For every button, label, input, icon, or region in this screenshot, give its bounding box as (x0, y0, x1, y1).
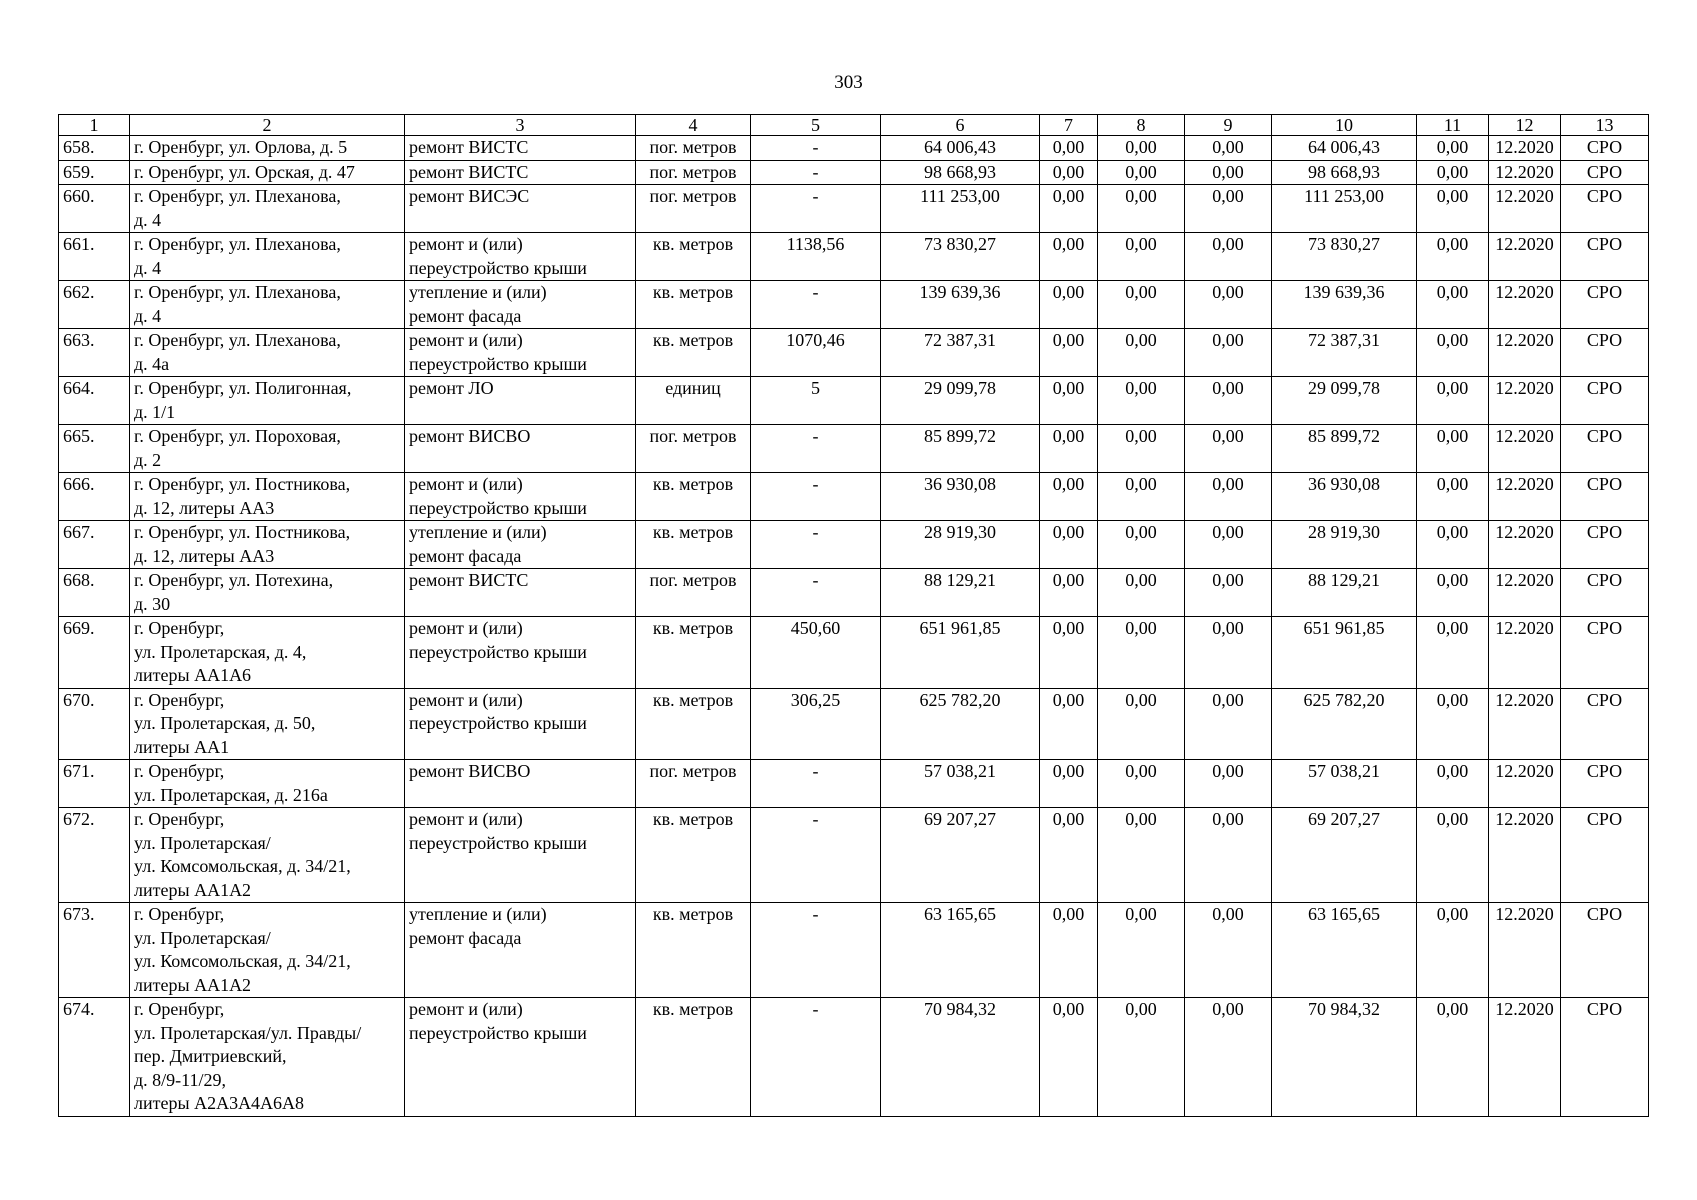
table-row (59, 281, 1649, 329)
regional-budget-cell: 0,00 (1098, 281, 1185, 329)
other-funds-cell: 0,00 (1417, 185, 1489, 233)
other-funds-cell: 0,00 (1417, 377, 1489, 425)
quantity-cell: 450,60 (751, 617, 881, 689)
row-number: 667. (59, 521, 130, 569)
total-cost-cell: 57 038,21 (881, 760, 1040, 808)
other-funds-cell: 0,00 (1417, 760, 1489, 808)
table-body (59, 136, 1649, 1117)
work-type-cell: утепление и (или) ремонт фасада (405, 281, 636, 329)
method-cell: СРО (1561, 329, 1649, 377)
column-number-10: 10 (1272, 115, 1417, 136)
unit-cell: единиц (636, 377, 751, 425)
fund-cell: 0,00 (1040, 903, 1098, 998)
owners-funds-cell: 73 830,27 (1272, 233, 1417, 281)
owners-funds-cell: 625 782,20 (1272, 688, 1417, 760)
local-budget-cell: 0,00 (1185, 160, 1272, 185)
method-cell: СРО (1561, 688, 1649, 760)
column-number-11: 11 (1417, 115, 1489, 136)
work-type-cell: ремонт ВИСТС (405, 160, 636, 185)
quantity-cell: - (751, 521, 881, 569)
table-row (59, 233, 1649, 281)
owners-funds-cell: 139 639,36 (1272, 281, 1417, 329)
unit-cell: пог. метров (636, 569, 751, 617)
quantity-cell: - (751, 160, 881, 185)
row-number: 666. (59, 473, 130, 521)
address-cell: г. Оренбург, ул. Орлова, д. 5 (130, 136, 405, 161)
fund-cell: 0,00 (1040, 377, 1098, 425)
address-cell: г. Оренбург, ул. Плеханова, д. 4 (130, 185, 405, 233)
quantity-cell: - (751, 473, 881, 521)
fund-cell: 0,00 (1040, 281, 1098, 329)
owners-funds-cell: 111 253,00 (1272, 185, 1417, 233)
fund-cell: 0,00 (1040, 760, 1098, 808)
total-cost-cell: 98 668,93 (881, 160, 1040, 185)
method-cell: СРО (1561, 569, 1649, 617)
regional-budget-cell: 0,00 (1098, 617, 1185, 689)
column-number-9: 9 (1185, 115, 1272, 136)
total-cost-cell: 29 099,78 (881, 377, 1040, 425)
regional-budget-cell: 0,00 (1098, 329, 1185, 377)
work-type-cell: ремонт и (или) переустройство крыши (405, 473, 636, 521)
address-cell: г. Оренбург, ул. Постникова, д. 12, литеры АА3 (130, 521, 405, 569)
quantity-cell: - (751, 569, 881, 617)
work-type-cell: ремонт и (или) переустройство крыши (405, 617, 636, 689)
row-number: 663. (59, 329, 130, 377)
address-cell: г. Оренбург, ул. Пролетарская, д. 4, литеры АА1А6 (130, 617, 405, 689)
owners-funds-cell: 36 930,08 (1272, 473, 1417, 521)
fund-cell: 0,00 (1040, 569, 1098, 617)
address-cell: г. Оренбург, ул. Пролетарская/ул. Правды/ пер. Дмитриевский, д. 8/9-11/29, литеры А2А3А4А6А8 (130, 998, 405, 1117)
unit-cell: кв. метров (636, 998, 751, 1117)
total-cost-cell: 111 253,00 (881, 185, 1040, 233)
table-row (59, 688, 1649, 760)
deadline-cell: 12.2020 (1489, 998, 1561, 1117)
method-cell: СРО (1561, 425, 1649, 473)
table-row (59, 136, 1649, 161)
row-number: 672. (59, 808, 130, 903)
column-number-7: 7 (1040, 115, 1098, 136)
other-funds-cell: 0,00 (1417, 233, 1489, 281)
deadline-cell: 12.2020 (1489, 903, 1561, 998)
address-cell: г. Оренбург, ул. Орская, д. 47 (130, 160, 405, 185)
regional-budget-cell: 0,00 (1098, 903, 1185, 998)
work-type-cell: ремонт ВИСТС (405, 136, 636, 161)
fund-cell: 0,00 (1040, 185, 1098, 233)
unit-cell: пог. метров (636, 425, 751, 473)
work-type-cell: ремонт и (или) переустройство крыши (405, 998, 636, 1117)
other-funds-cell: 0,00 (1417, 688, 1489, 760)
fund-cell: 0,00 (1040, 521, 1098, 569)
owners-funds-cell: 57 038,21 (1272, 760, 1417, 808)
work-type-cell: ремонт и (или) переустройство крыши (405, 329, 636, 377)
method-cell: СРО (1561, 185, 1649, 233)
other-funds-cell: 0,00 (1417, 160, 1489, 185)
column-number-13: 13 (1561, 115, 1649, 136)
owners-funds-cell: 64 006,43 (1272, 136, 1417, 161)
local-budget-cell: 0,00 (1185, 569, 1272, 617)
local-budget-cell: 0,00 (1185, 329, 1272, 377)
quantity-cell: 1138,56 (751, 233, 881, 281)
local-budget-cell: 0,00 (1185, 185, 1272, 233)
regional-budget-cell: 0,00 (1098, 473, 1185, 521)
regional-budget-cell: 0,00 (1098, 185, 1185, 233)
deadline-cell: 12.2020 (1489, 377, 1561, 425)
other-funds-cell: 0,00 (1417, 903, 1489, 998)
owners-funds-cell: 63 165,65 (1272, 903, 1417, 998)
total-cost-cell: 139 639,36 (881, 281, 1040, 329)
row-number: 665. (59, 425, 130, 473)
row-number: 662. (59, 281, 130, 329)
unit-cell: пог. метров (636, 160, 751, 185)
deadline-cell: 12.2020 (1489, 233, 1561, 281)
fund-cell: 0,00 (1040, 329, 1098, 377)
address-cell: г. Оренбург, ул. Плеханова, д. 4 (130, 281, 405, 329)
unit-cell: кв. метров (636, 617, 751, 689)
quantity-cell: 5 (751, 377, 881, 425)
regional-budget-cell: 0,00 (1098, 998, 1185, 1117)
regional-budget-cell: 0,00 (1098, 569, 1185, 617)
local-budget-cell: 0,00 (1185, 377, 1272, 425)
address-cell: г. Оренбург, ул. Пролетарская, д. 216а (130, 760, 405, 808)
deadline-cell: 12.2020 (1489, 521, 1561, 569)
unit-cell: пог. метров (636, 185, 751, 233)
table-row (59, 377, 1649, 425)
fund-cell: 0,00 (1040, 160, 1098, 185)
quantity-cell: 306,25 (751, 688, 881, 760)
method-cell: СРО (1561, 903, 1649, 998)
address-cell: г. Оренбург, ул. Потехина, д. 30 (130, 569, 405, 617)
other-funds-cell: 0,00 (1417, 617, 1489, 689)
total-cost-cell: 36 930,08 (881, 473, 1040, 521)
method-cell: СРО (1561, 136, 1649, 161)
table-row (59, 569, 1649, 617)
regional-budget-cell: 0,00 (1098, 233, 1185, 281)
other-funds-cell: 0,00 (1417, 281, 1489, 329)
quantity-cell: - (751, 425, 881, 473)
address-cell: г. Оренбург, ул. Полигонная, д. 1/1 (130, 377, 405, 425)
total-cost-cell: 625 782,20 (881, 688, 1040, 760)
total-cost-cell: 69 207,27 (881, 808, 1040, 903)
other-funds-cell: 0,00 (1417, 998, 1489, 1117)
address-cell: г. Оренбург, ул. Пролетарская/ ул. Комсомольская, д. 34/21, литеры АА1А2 (130, 808, 405, 903)
local-budget-cell: 0,00 (1185, 521, 1272, 569)
table-row (59, 425, 1649, 473)
regional-budget-cell: 0,00 (1098, 808, 1185, 903)
column-number-3: 3 (405, 115, 636, 136)
method-cell: СРО (1561, 160, 1649, 185)
deadline-cell: 12.2020 (1489, 760, 1561, 808)
column-number-row (59, 115, 1649, 136)
local-budget-cell: 0,00 (1185, 425, 1272, 473)
quantity-cell: - (751, 185, 881, 233)
quantity-cell: 1070,46 (751, 329, 881, 377)
row-number: 664. (59, 377, 130, 425)
owners-funds-cell: 85 899,72 (1272, 425, 1417, 473)
deadline-cell: 12.2020 (1489, 160, 1561, 185)
fund-cell: 0,00 (1040, 136, 1098, 161)
total-cost-cell: 88 129,21 (881, 569, 1040, 617)
unit-cell: кв. метров (636, 688, 751, 760)
column-number-6: 6 (881, 115, 1040, 136)
total-cost-cell: 651 961,85 (881, 617, 1040, 689)
total-cost-cell: 70 984,32 (881, 998, 1040, 1117)
page-number: 303 (834, 72, 863, 93)
unit-cell: кв. метров (636, 329, 751, 377)
table-row (59, 998, 1649, 1117)
unit-cell: пог. метров (636, 760, 751, 808)
local-budget-cell: 0,00 (1185, 760, 1272, 808)
table-row (59, 160, 1649, 185)
method-cell: СРО (1561, 617, 1649, 689)
table-row (59, 808, 1649, 903)
unit-cell: кв. метров (636, 903, 751, 998)
fund-cell: 0,00 (1040, 688, 1098, 760)
owners-funds-cell: 98 668,93 (1272, 160, 1417, 185)
work-type-cell: ремонт и (или) переустройство крыши (405, 233, 636, 281)
address-cell: г. Оренбург, ул. Пролетарская, д. 50, литеры АА1 (130, 688, 405, 760)
local-budget-cell: 0,00 (1185, 688, 1272, 760)
local-budget-cell: 0,00 (1185, 473, 1272, 521)
table-row (59, 185, 1649, 233)
regional-budget-cell: 0,00 (1098, 136, 1185, 161)
total-cost-cell: 28 919,30 (881, 521, 1040, 569)
work-type-cell: ремонт ВИСВО (405, 425, 636, 473)
quantity-cell: - (751, 808, 881, 903)
method-cell: СРО (1561, 233, 1649, 281)
table-row (59, 329, 1649, 377)
register-table (58, 114, 1649, 1117)
regional-budget-cell: 0,00 (1098, 521, 1185, 569)
deadline-cell: 12.2020 (1489, 136, 1561, 161)
owners-funds-cell: 72 387,31 (1272, 329, 1417, 377)
quantity-cell: - (751, 281, 881, 329)
owners-funds-cell: 28 919,30 (1272, 521, 1417, 569)
deadline-cell: 12.2020 (1489, 329, 1561, 377)
other-funds-cell: 0,00 (1417, 521, 1489, 569)
column-number-1: 1 (59, 115, 130, 136)
fund-cell: 0,00 (1040, 808, 1098, 903)
local-budget-cell: 0,00 (1185, 903, 1272, 998)
table-row (59, 521, 1649, 569)
work-type-cell: ремонт ВИСЭС (405, 185, 636, 233)
other-funds-cell: 0,00 (1417, 136, 1489, 161)
address-cell: г. Оренбург, ул. Пороховая, д. 2 (130, 425, 405, 473)
owners-funds-cell: 651 961,85 (1272, 617, 1417, 689)
total-cost-cell: 85 899,72 (881, 425, 1040, 473)
fund-cell: 0,00 (1040, 998, 1098, 1117)
column-number-2: 2 (130, 115, 405, 136)
row-number: 670. (59, 688, 130, 760)
row-number: 671. (59, 760, 130, 808)
deadline-cell: 12.2020 (1489, 473, 1561, 521)
owners-funds-cell: 88 129,21 (1272, 569, 1417, 617)
owners-funds-cell: 69 207,27 (1272, 808, 1417, 903)
row-number: 660. (59, 185, 130, 233)
quantity-cell: - (751, 760, 881, 808)
table-row (59, 760, 1649, 808)
local-budget-cell: 0,00 (1185, 998, 1272, 1117)
other-funds-cell: 0,00 (1417, 569, 1489, 617)
deadline-cell: 12.2020 (1489, 617, 1561, 689)
unit-cell: пог. метров (636, 136, 751, 161)
column-number-12: 12 (1489, 115, 1561, 136)
address-cell: г. Оренбург, ул. Пролетарская/ ул. Комсомольская, д. 34/21, литеры АА1А2 (130, 903, 405, 998)
method-cell: СРО (1561, 473, 1649, 521)
unit-cell: кв. метров (636, 521, 751, 569)
local-budget-cell: 0,00 (1185, 233, 1272, 281)
deadline-cell: 12.2020 (1489, 569, 1561, 617)
row-number: 661. (59, 233, 130, 281)
other-funds-cell: 0,00 (1417, 425, 1489, 473)
local-budget-cell: 0,00 (1185, 281, 1272, 329)
regional-budget-cell: 0,00 (1098, 425, 1185, 473)
row-number: 669. (59, 617, 130, 689)
deadline-cell: 12.2020 (1489, 185, 1561, 233)
row-number: 668. (59, 569, 130, 617)
regional-budget-cell: 0,00 (1098, 760, 1185, 808)
address-cell: г. Оренбург, ул. Плеханова, д. 4 (130, 233, 405, 281)
local-budget-cell: 0,00 (1185, 136, 1272, 161)
work-type-cell: ремонт ВИСТС (405, 569, 636, 617)
local-budget-cell: 0,00 (1185, 617, 1272, 689)
method-cell: СРО (1561, 760, 1649, 808)
fund-cell: 0,00 (1040, 425, 1098, 473)
fund-cell: 0,00 (1040, 617, 1098, 689)
quantity-cell: - (751, 136, 881, 161)
local-budget-cell: 0,00 (1185, 808, 1272, 903)
owners-funds-cell: 29 099,78 (1272, 377, 1417, 425)
deadline-cell: 12.2020 (1489, 688, 1561, 760)
total-cost-cell: 72 387,31 (881, 329, 1040, 377)
method-cell: СРО (1561, 377, 1649, 425)
row-number: 674. (59, 998, 130, 1117)
column-number-8: 8 (1098, 115, 1185, 136)
address-cell: г. Оренбург, ул. Плеханова, д. 4а (130, 329, 405, 377)
work-type-cell: ремонт и (или) переустройство крыши (405, 688, 636, 760)
owners-funds-cell: 70 984,32 (1272, 998, 1417, 1117)
deadline-cell: 12.2020 (1489, 808, 1561, 903)
regional-budget-cell: 0,00 (1098, 377, 1185, 425)
table-row (59, 617, 1649, 689)
quantity-cell: - (751, 903, 881, 998)
regional-budget-cell: 0,00 (1098, 160, 1185, 185)
total-cost-cell: 73 830,27 (881, 233, 1040, 281)
other-funds-cell: 0,00 (1417, 808, 1489, 903)
unit-cell: кв. метров (636, 808, 751, 903)
unit-cell: кв. метров (636, 281, 751, 329)
column-number-4: 4 (636, 115, 751, 136)
unit-cell: кв. метров (636, 233, 751, 281)
total-cost-cell: 63 165,65 (881, 903, 1040, 998)
table-row (59, 903, 1649, 998)
work-type-cell: ремонт ЛО (405, 377, 636, 425)
fund-cell: 0,00 (1040, 473, 1098, 521)
other-funds-cell: 0,00 (1417, 329, 1489, 377)
quantity-cell: - (751, 998, 881, 1117)
deadline-cell: 12.2020 (1489, 281, 1561, 329)
method-cell: СРО (1561, 808, 1649, 903)
deadline-cell: 12.2020 (1489, 425, 1561, 473)
fund-cell: 0,00 (1040, 233, 1098, 281)
row-number: 659. (59, 160, 130, 185)
work-type-cell: ремонт ВИСВО (405, 760, 636, 808)
work-type-cell: утепление и (или) ремонт фасада (405, 521, 636, 569)
other-funds-cell: 0,00 (1417, 473, 1489, 521)
row-number: 673. (59, 903, 130, 998)
regional-budget-cell: 0,00 (1098, 688, 1185, 760)
table-row (59, 473, 1649, 521)
unit-cell: кв. метров (636, 473, 751, 521)
address-cell: г. Оренбург, ул. Постникова, д. 12, литеры АА3 (130, 473, 405, 521)
method-cell: СРО (1561, 998, 1649, 1117)
total-cost-cell: 64 006,43 (881, 136, 1040, 161)
work-type-cell: утепление и (или) ремонт фасада (405, 903, 636, 998)
row-number: 658. (59, 136, 130, 161)
work-type-cell: ремонт и (или) переустройство крыши (405, 808, 636, 903)
column-number-5: 5 (751, 115, 881, 136)
method-cell: СРО (1561, 521, 1649, 569)
method-cell: СРО (1561, 281, 1649, 329)
